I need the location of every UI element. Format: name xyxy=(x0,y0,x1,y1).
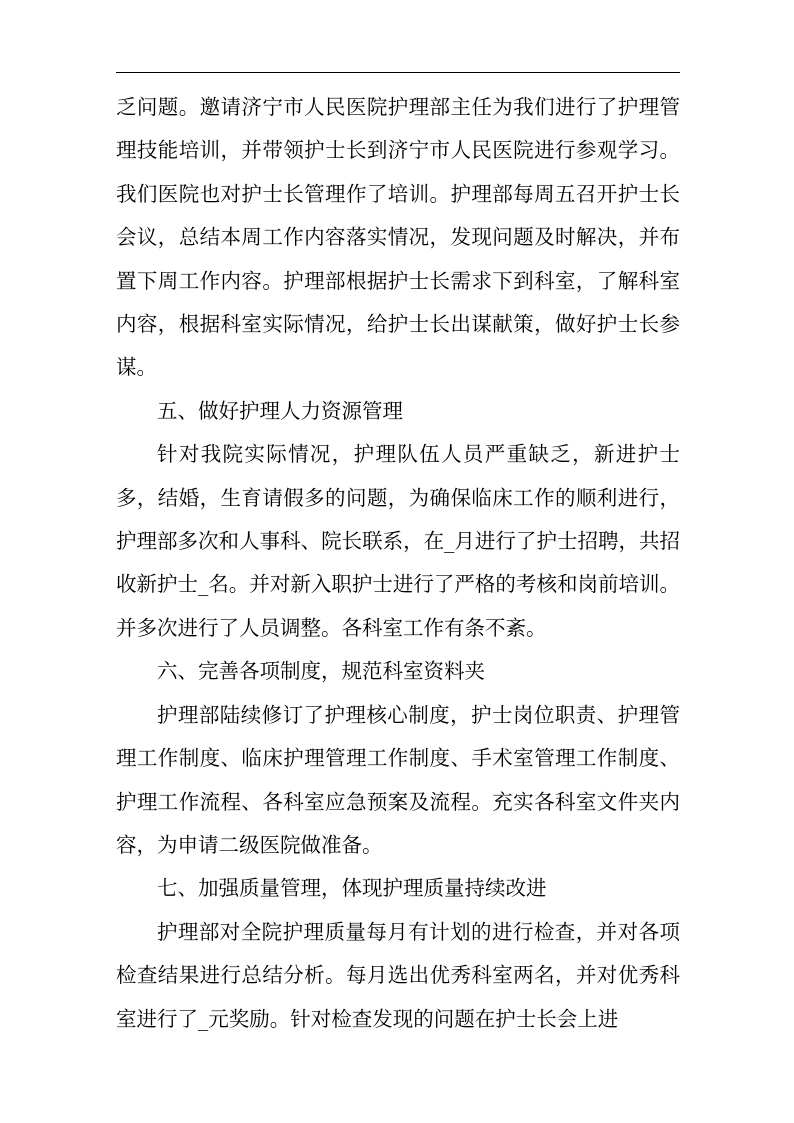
section-heading-6: 六、完善各项制度，规范科室资料夹 xyxy=(157,659,485,684)
section-heading-7: 七、加强质量管理，体现护理质量持续改进 xyxy=(157,876,547,901)
paragraph-section-6: 护理部陆续修订了护理核心制度，护士岗位职责、护理管理工作制度、临床护理管理工作制度、手术室管理工作制度、护理工作流程、各科室应急预案及流程。充实各科室文件夹内容，为申请二级医院做准备。 xyxy=(116,702,680,857)
header-rule xyxy=(116,72,680,73)
section-heading-5: 五、做好护理人力资源管理 xyxy=(157,398,403,423)
document-body xyxy=(116,86,680,1041)
paragraph-section-7: 护理部对全院护理质量每月有计划的进行检查，并对各项检查结果进行总结分析。每月选出优秀科室两名，并对优秀科室进行了_元奖励。针对检查发现的问题在护士长会上进 xyxy=(116,919,680,1031)
paragraph-section-5: 针对我院实际情况，护理队伍人员严重缺乏，新进护士多，结婚，生育请假多的问题，为确保临床工作的顺利进行，护理部多次和人事科、院长联系，在_月进行了护士招聘，共招收新护士_名。并对新入职护士进行了严格的考核和岗前培训。并多次进行了人员调整。各科室工作有条不紊。 xyxy=(116,442,680,640)
paragraph-continuation: 乏问题。邀请济宁市人民医院护理部主任为我们进行了护理管理技能培训，并带领护士长到济宁市人民医院进行参观学习。我们医院也对护士长管理作了培训。护理部每周五召开护士长会议，总结本周工作内容落实情况，发现问题及时解决，并布置下周工作内容。护理部根据护士长需求下到科室，了解科室内容，根据科室实际情况，给护士长出谋献策，做好护士长参谋。 xyxy=(116,95,680,380)
